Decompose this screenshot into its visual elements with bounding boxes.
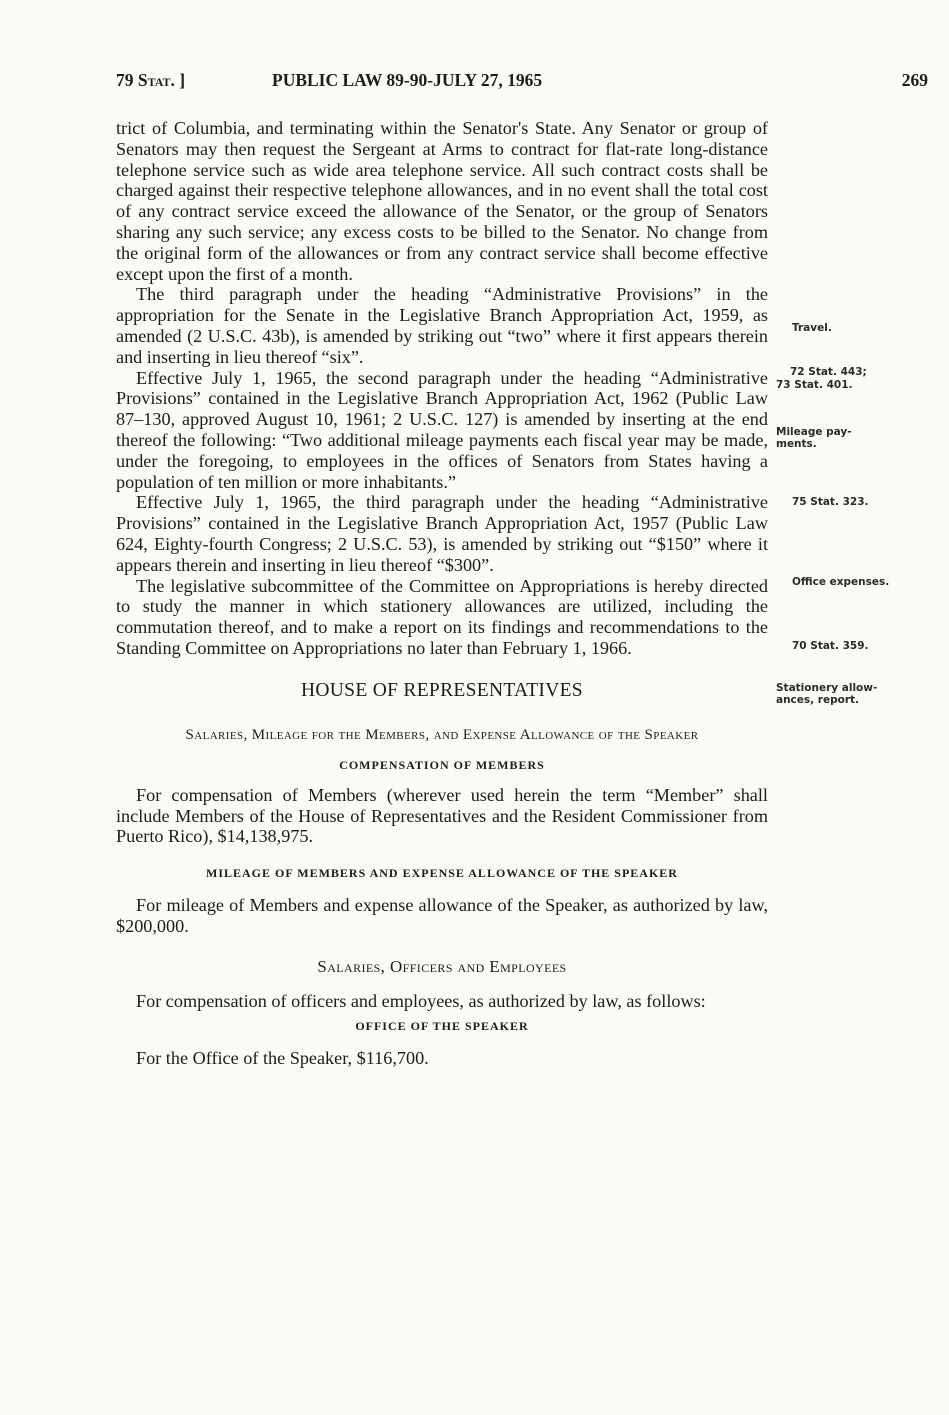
paragraph-office-expenses: Effective July 1, 1965, the third paragraph under the heading “Administrative Provisions” contained in the Legislative Branch Appropriation Act, 1957 (Public Law 624, Eighty-fourth Congress; 2 U.S.C. 53), is amended by striking out “$150” where it appears therein and inserting in lieu thereof “$300”. xyxy=(116,492,768,575)
paragraph-office-speaker: For the Office of the Speaker, $116,700. xyxy=(136,1047,429,1068)
paragraph-telephone-continued: trict of Columbia, and terminating within the Senator's State. Any Senator or group of Senators may then request the Sergeant at Arms to contract for flat-rate long-distance telephone service such as wide area telephone service. All such contract costs shall be charged against their respective telephone allowances, and in no event shall the total cost of any contract service exceed the allowance of the Senator, or the group of Senators sharing any such service; any excess costs to be billed to the Senator. No change from the original form of the allowances or from any contract service shall become effective except upon the first of a month. xyxy=(116,118,768,284)
subheading-office-speaker: OFFICE OF THE SPEAKER xyxy=(355,1018,529,1033)
margin-note-travel: Travel. xyxy=(792,322,832,334)
subheading-salaries-mileage: Salaries, Mileage for the Members, and Expense Allowance of the Speaker xyxy=(185,726,699,743)
section-heading-house: HOUSE OF REPRESENTATIVES xyxy=(301,679,583,701)
paragraph-stationery: The legislative subcommittee of the Committee on Appropriations is hereby directed to study the manner in which stationery allowances are utilized, including the commutation thereof, and to make a report on its findings and recommendations to the Standing Committee on Appropriations no later than February 1, 1966. xyxy=(116,575,768,658)
subheading-mileage: MILEAGE OF MEMBERS AND EXPENSE ALLOWANCE OF THE SPEAKER xyxy=(206,866,678,881)
subheading-compensation: COMPENSATION OF MEMBERS xyxy=(339,757,545,772)
margin-note-mileage-payments: Mileage pay-ments. xyxy=(776,426,852,450)
margin-note-stat-75: 75 Stat. 323. xyxy=(792,496,869,508)
margin-note-stat-70: 70 Stat. 359. xyxy=(792,640,869,652)
paragraph-mileage-payments: Effective July 1, 1965, the second paragraph under the heading “Administrative Provisions” contained in the Legislative Branch Appropriation Act, 1962 (Public Law 87–130, approved August 10, 1961; 2 U.S.C. 127) is amended by inserting at the end thereof the following: “Two additional mileage payments each fiscal year may be made, under the foregoing, to employees in the offices of Senators from States having a population of ten million or more inhabitants.” xyxy=(116,367,768,492)
page-body xyxy=(116,118,768,1068)
paragraph-mileage: For mileage of Members and expense allowance of the Speaker, as authorized by law, $200,000. xyxy=(116,895,768,936)
margin-note-stationery: Stationery allow-ances, report. xyxy=(776,682,878,706)
page-header xyxy=(116,70,928,94)
law-title: PUBLIC LAW 89-90-JULY 27, 1965 xyxy=(272,70,543,90)
paragraph-travel: The third paragraph under the heading “Administrative Provisions” in the appropriation for the Senate in the Legislative Branch Appropriation Act, 1959, as amended (2 U.S.C. 43b), is amended by striking out “two” where it first appears therein and inserting in lieu thereof “six”. xyxy=(116,284,768,367)
volume-reference: 79 Stat. ] xyxy=(116,70,186,90)
margin-note-stat-72: 72 Stat. 443; xyxy=(790,366,867,378)
paragraph-officers: For compensation of officers and employees, as authorized by law, as follows: xyxy=(136,990,706,1011)
subheading-salaries-officers: Salaries, Officers and Employees xyxy=(317,956,567,976)
page-number: 269 xyxy=(901,70,928,90)
paragraph-compensation: For compensation of Members (wherever used herein the term “Member” shall include Members of the House of Representatives and the Resident Commissioner from Puerto Rico), $14,138,975. xyxy=(116,784,768,847)
margin-note-stat-73: 73 Stat. 401. xyxy=(776,379,853,391)
margin-note-office-expenses: Office expenses. xyxy=(792,576,890,588)
